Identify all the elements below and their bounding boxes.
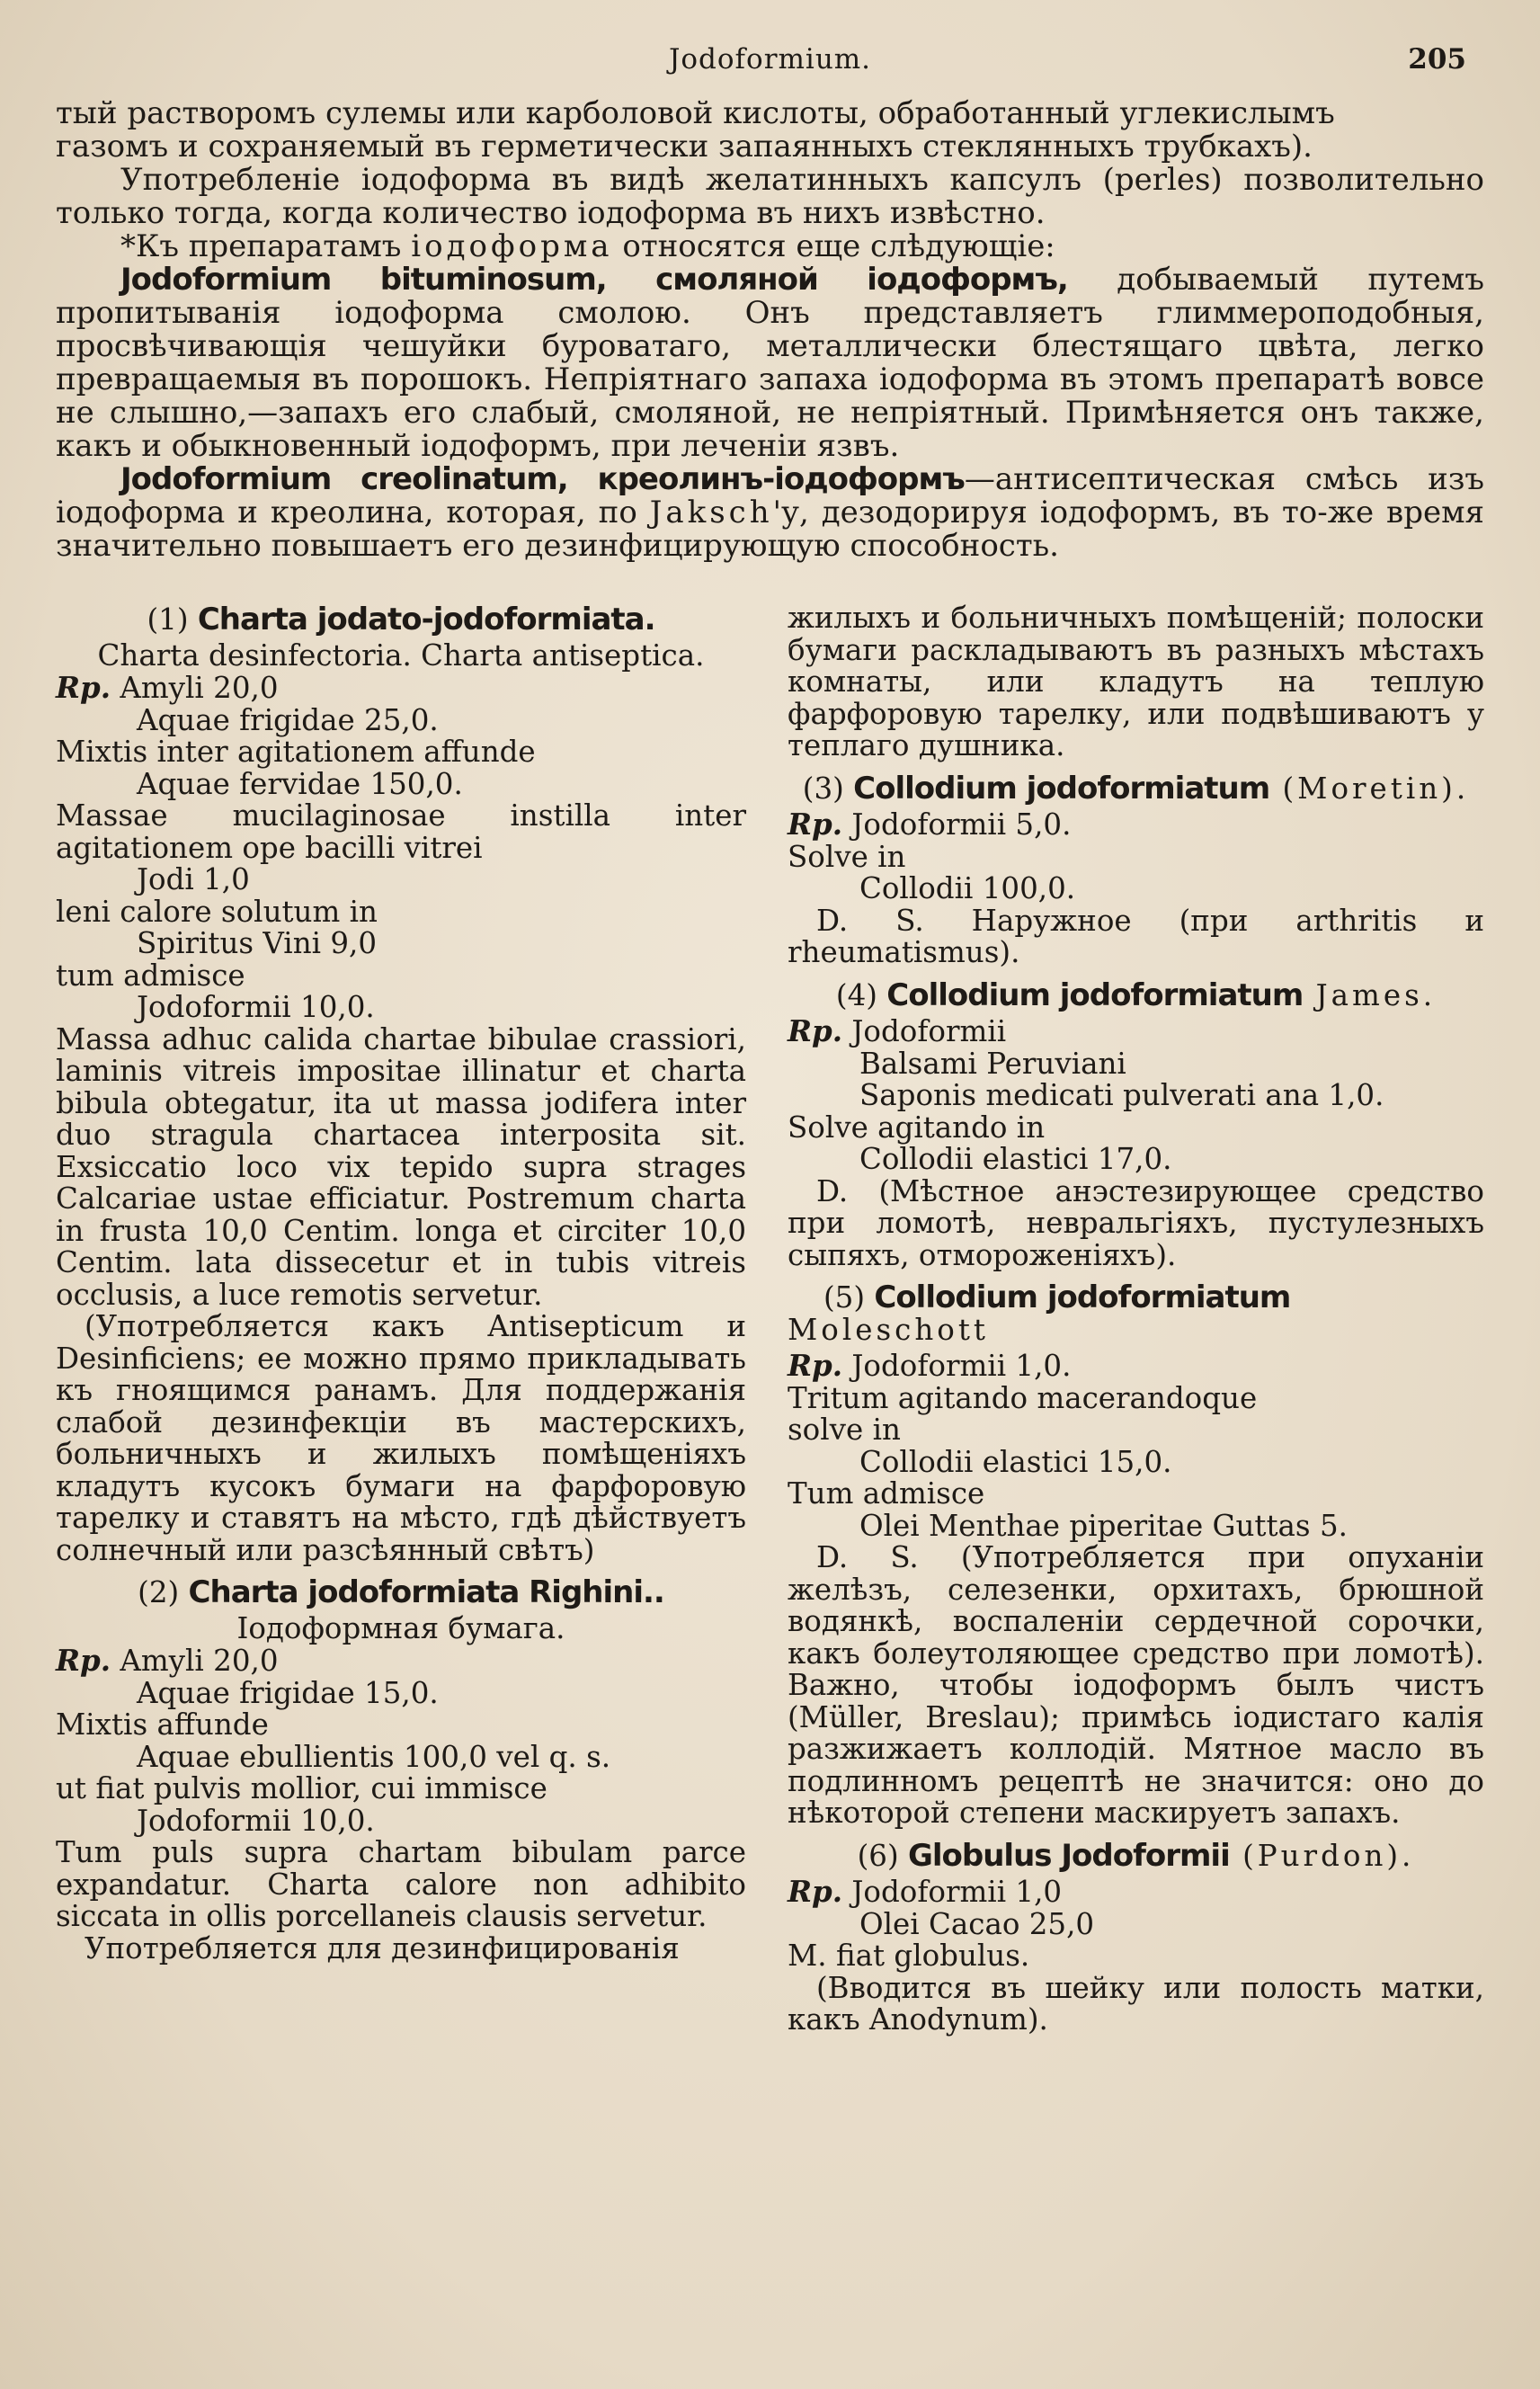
recipe-line: Tum admisce	[788, 1476, 985, 1511]
text-run: Jodoformii 5,0.	[842, 807, 1072, 842]
recipe-5-heading	[788, 1279, 1484, 1347]
recipe-line: Olei Cacao 25,0	[859, 1906, 1095, 1941]
recipe-line: Massae mucilaginosae instilla inter agitationem ope bacilli vitrei	[56, 798, 746, 865]
recipe-title: Collodium jodoformiatum	[853, 770, 1270, 807]
intro-paragraph-creolinatum	[56, 463, 1484, 563]
intro-paragraph-bituminosum	[56, 263, 1484, 463]
recipe-line: Balsami Peruviani	[859, 1046, 1126, 1081]
recipe-line: Aquae frigidae 25,0.	[137, 702, 439, 737]
recipe-line: M. fiat globulus.	[788, 1939, 1030, 1973]
recipe-line	[56, 1645, 746, 1678]
intro-paragraph-preparations	[56, 230, 1484, 263]
recipe-line: Olei Menthae piperitae Guttas 5.	[859, 1508, 1348, 1543]
recipe-2-instructions: Tum puls supra chartam bibulam parce expandatur. Charta calore non adhibito siccata in ollis porcellaneis clausis servetur.	[56, 1835, 746, 1933]
recipe-3-heading	[788, 770, 1484, 807]
recipe-2-heading	[56, 1574, 746, 1610]
intro-line-2: газомъ и сохраняемый въ герметически запаянныхъ стеклянныхъ трубкахъ).	[56, 129, 1313, 165]
text-run: *Къ препаратамъ	[120, 228, 412, 264]
recipe-line: Collodii elastici 17,0.	[859, 1142, 1172, 1176]
text-run: относятся еще слѣдующіе:	[612, 228, 1055, 264]
text-run: Amyli 20,0	[111, 1644, 279, 1678]
text-run: Jodoformii 1,0	[842, 1875, 1063, 1909]
recipe-title: Charta jodoformiata Righini..	[188, 1574, 664, 1610]
recipe-line: Collodii elastici 15,0.	[859, 1444, 1172, 1479]
recipe-title: Globulus Jodoformii	[907, 1837, 1230, 1874]
text-run: Jodoformii 1,0.	[842, 1349, 1072, 1383]
recipe-line: Aquae fervidae 150,0.	[137, 766, 463, 801]
two-column-body	[56, 602, 1484, 2037]
recipe-author: (Moretin).	[1269, 771, 1470, 806]
recipe-6-heading	[788, 1837, 1484, 1874]
right-column	[788, 602, 1484, 2037]
rp-mark: Rp.	[788, 807, 843, 842]
recipe-line: Aquae ebullientis 100,0 vel q. s.	[137, 1739, 611, 1774]
recipe-line: Collodii 100,0.	[859, 871, 1076, 905]
recipe-line	[788, 1350, 1484, 1383]
text-run: Amyli 20,0	[111, 671, 279, 705]
recipe-number: (4)	[835, 977, 887, 1012]
text-run: —антисептическая смѣсь изъ іодоформа и креолина, которая, по	[56, 461, 1484, 530]
recipe-6-signature: (Вводится въ шейку или полость матки, какъ Anodynum).	[788, 1970, 1484, 2037]
rp-mark: Rp.	[788, 1013, 843, 1048]
recipe-2-usage-continued: жилыхъ и больничныхъ помѣщеній; полоски бумаги раскладываютъ въ разныхъ мѣстахъ комнаты, или кладутъ на теплую фарфоровую тарелку, или подвѣшиваютъ у теплаго душника.	[788, 601, 1484, 762]
rp-mark: Rp.	[788, 1348, 843, 1383]
recipe-author: Moleschott	[788, 1312, 989, 1347]
page-number: 205	[1408, 43, 1466, 76]
running-head	[56, 43, 1484, 92]
recipe-3-signature: D. S. Наружное (при arthritis и rheumatismus).	[788, 903, 1484, 969]
recipe-line: Spiritus Vini 9,0	[137, 926, 378, 960]
recipe-title: Collodium jodoformiatum	[886, 976, 1304, 1013]
recipe-number: (3)	[802, 771, 854, 806]
recipe-line: leni calore solutum in	[56, 894, 378, 929]
recipe-line: Aquae frigidae 15,0.	[137, 1675, 439, 1710]
bold-term: Jodoformium creolinatum, креолинъ-іодоформъ	[120, 461, 965, 497]
recipe-line: Saponis medicati pulverati ana 1,0.	[859, 1078, 1384, 1112]
bold-term: Jodoformium bituminosum, смоляной іодоформъ,	[120, 262, 1068, 298]
text-run: Jodoformii	[842, 1014, 1007, 1048]
intro-paragraph-capsules: Употребленіе іодоформа въ видѣ желатинныхъ капсулъ (perles) позволительно только тогда, когда количество іодоформа въ нихъ извѣстно.	[56, 162, 1484, 231]
recipe-line	[56, 672, 746, 705]
recipe-author: James.	[1303, 977, 1437, 1012]
intro-text	[56, 97, 1484, 563]
left-column	[56, 602, 746, 2037]
recipe-title: Charta jodato-jodoformiata.	[197, 602, 655, 637]
spaced-word: іодоформа	[411, 228, 613, 264]
rp-mark: Rp.	[56, 1643, 111, 1678]
recipe-1-heading	[56, 604, 746, 637]
recipe-number: (6)	[857, 1838, 908, 1873]
recipe-number: (5)	[823, 1280, 875, 1315]
recipe-author: (Purdon).	[1229, 1838, 1415, 1873]
recipe-line: solve in	[788, 1413, 901, 1447]
recipe-line: Mixtis inter agitationem affunde	[56, 735, 536, 769]
recipe-title: Collodium jodoformiatum	[874, 1279, 1291, 1315]
recipe-line	[788, 808, 1484, 842]
recipe-1-note: (Употребляется какъ Antisepticum и Desinficiens; ее можно прямо прикладывать къ гноящимся ранамъ. Для поддержанія слабой дезинфекціи въ мастерскихъ, больничныхъ и жилыхъ помѣщеніяхъ кладутъ кусокъ бумаги на фарфоровую тарелку и ставятъ на мѣсто, гдѣ дѣйствуетъ солнечный или разсѣянный свѣтъ)	[56, 1309, 746, 1567]
rp-mark: Rp.	[788, 1874, 843, 1909]
text-run: 'у, дезодорируя іодоформъ, въ то-же время значительно повышаетъ его дезинфицирующую способность.	[56, 495, 1484, 564]
recipe-line: Jodoformii 10,0.	[137, 990, 375, 1024]
running-title: Jodoformium.	[668, 43, 872, 76]
recipe-line	[788, 1876, 1484, 1909]
recipe-line: Jodoformii 10,0.	[137, 1803, 375, 1838]
text-run: добываемый путемъ пропитыванія іодоформа смолою. Онъ представляетъ глиммероподобныя, просвѣчивающія чешуйки буроватаго, металлически блестящаго цвѣта, легко превращаемыя въ порошокъ. Непріятнаго запаха іодоформа въ этомъ препаратѣ вовсе не слышно,—запахъ его слабый, смоляной, не непріятный. Примѣняется онъ также, какъ и обыкновенный іодоформъ, при леченіи язвъ.	[56, 262, 1484, 464]
recipe-line: Tritum agitando macerandoque	[788, 1380, 1258, 1415]
recipe-1-synonyms: Charta desinfectoria. Charta antiseptica.	[97, 637, 705, 673]
recipe-line: tum admisce	[56, 958, 245, 993]
recipe-line	[788, 1015, 1484, 1048]
recipe-number: (2)	[138, 1575, 189, 1609]
recipe-5-signature: D. S. (Употребляется при опуханіи желѣзъ, селезенки, орхитахъ, брюшной водянкѣ, воспаленіи сердечной сорочки, какъ болеутоляющее средство при ломотѣ). Важно, чтобы іодоформъ былъ чистъ (Müller, Breslau); примѣсь іодистаго калія разжижаетъ коллодій. Мятное масло въ подлинномъ рецептѣ не значится: оно до нѣкоторой степени маскируетъ запахъ.	[788, 1540, 1484, 1830]
recipe-1-instructions: Massa adhuc calida chartae bibulae crassiori, laminis vitreis impositae illinatur et charta bibula obtegatur, ita ut massa jodifera inter duo stragula chartacea interposita sit. Exsiccatio loco vix tepido supra strages Calcariae ustae efficiatur. Postremum charta in frusta 10,0 Centim. longa et circiter 10,0 Centim. lata dissecetur et in tubis vitreis occlusis, a luce remotis servetur.	[56, 1021, 746, 1312]
recipe-line: Mixtis affunde	[56, 1707, 269, 1742]
recipe-line: ut fiat pulvis mollior, cui immisce	[56, 1771, 547, 1805]
intro-line-1: тый растворомъ сулемы или карболовой кислоты, обработанный углекислымъ	[56, 95, 1335, 131]
recipe-4-signature: D. (Мѣстное анэстезирующее средство при ломотѣ, невральгіяхъ, пустулезныхъ сыпяхъ, отмороженіяхъ).	[788, 1173, 1484, 1272]
recipe-4-heading	[788, 976, 1484, 1013]
spaced-name: Jaksch	[649, 495, 773, 530]
recipe-2-synonym: Іодоформная бумага.	[236, 1610, 565, 1645]
recipe-line: Solve in	[788, 839, 906, 874]
recipe-line: Jodi 1,0	[137, 862, 250, 896]
recipe-2-usage: Употребляется для дезинфицированія	[85, 1930, 680, 1966]
recipe-number: (1)	[147, 602, 198, 637]
recipe-line: Solve agitando in	[788, 1110, 1046, 1145]
rp-mark: Rp.	[56, 670, 111, 705]
